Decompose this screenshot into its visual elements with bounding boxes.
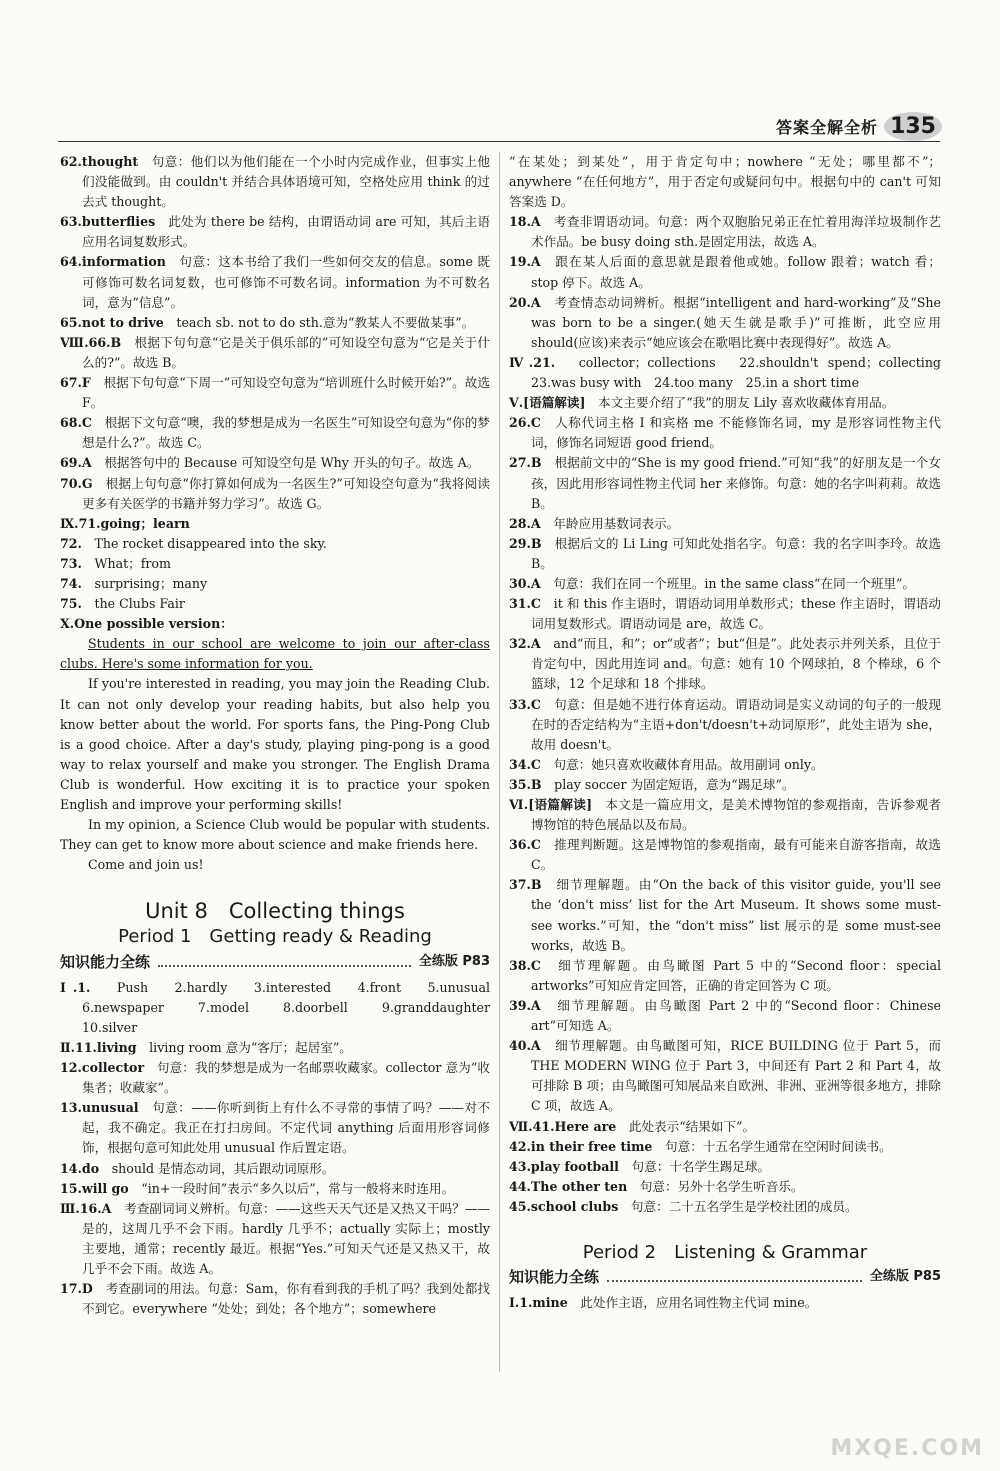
answer-item <box>60 594 490 614</box>
section-ref: 全练版 P85 <box>869 1269 941 1285</box>
answer-item <box>509 775 941 795</box>
answer-key: Ⅳ.21. <box>509 354 556 370</box>
answer-key: Ⅶ.41.Here are <box>509 1118 617 1134</box>
answer-text: 根据下文句意“噢，我的梦想是成为一名医生”可知设空句意为“你的梦想是什么?”。故选 C。 <box>82 415 490 451</box>
page-number: 135 <box>884 112 942 141</box>
answer-text: it 和 this 作主语时，谓语动词用单数形式；these 作主语时，谓语动词用复数形式。谓语动词是 are，故选 C。 <box>531 596 941 632</box>
answer-key: 40.A <box>509 1038 541 1054</box>
answer-item <box>509 695 941 755</box>
answer-key: 45.school clubs <box>509 1198 619 1214</box>
header-title: 答案全解全析 <box>776 118 879 137</box>
answer-item <box>60 1279 490 1319</box>
answer-text: 推理判断题。这是博物馆的参观指南，最有可能来自游客指南，故选 C。 <box>531 837 942 873</box>
answer-item <box>60 152 490 212</box>
section-bar <box>60 952 490 972</box>
answer-item <box>60 1179 490 1199</box>
answer-key: 38.C <box>509 957 541 973</box>
answer-text: 考查非谓语动词。句意：两个双胞胎兄弟正在忙着用海洋垃圾制作艺术作品。be busy doing sth.是固定用法，故选 A。 <box>531 214 942 250</box>
page-header <box>776 112 942 141</box>
answer-key: Ⅴ.[语篇解读] <box>509 395 586 411</box>
answer-text: 考查情态动词辨析。根据“intelligent and hard-working”及“She was born to be a singer.(她天生就是歌手)”可推断，此空应用 should(应该)来表示“她应该会在歌唱比赛中表现得好”。故选 A。 <box>531 294 941 350</box>
answer-item <box>60 474 490 514</box>
answer-text: 本文是一篇应用文，是美术博物馆的参观指南，告诉参观者博物馆的特色展品以及布局。 <box>531 797 941 833</box>
right-answer-list <box>509 152 954 1217</box>
answer-item <box>60 1159 490 1179</box>
watermark: MXQE.COM <box>830 1436 984 1461</box>
section-title: 知识能力全练 <box>509 1268 600 1287</box>
answer-text: The rocket disappeared into the sky. <box>94 535 327 551</box>
answer-text: 句意：十名学生踢足球。 <box>631 1158 771 1174</box>
answer-text: Push 2.hardly 3.interested 4.front 5.unusual 6.newspaper 7.model 8.doorbell 9.granddaughter 10.silver <box>82 979 503 1035</box>
answer-key: Ⅷ.66.B <box>60 334 122 350</box>
answer-key: 34.C <box>509 756 541 772</box>
answer-text: 根据下句句意“下周一”可知设空句意为“培训班什么时候开始?”。故选 F。 <box>82 375 490 411</box>
answer-item <box>60 1098 490 1158</box>
answer-item <box>60 333 490 373</box>
answer-item <box>60 453 490 473</box>
left-answer-list <box>60 152 490 634</box>
answer-key: 33.C <box>509 696 541 712</box>
answer-item <box>509 534 941 574</box>
answer-item <box>509 252 941 292</box>
answer-item <box>509 293 941 353</box>
answer-text: should 是情态动词，其后跟动词原形。 <box>111 1160 335 1176</box>
answer-key: 64.information <box>60 254 166 270</box>
answer-key: 15.will go <box>60 1180 129 1196</box>
answer-item <box>509 353 954 393</box>
answer-item <box>60 212 490 252</box>
answer-item <box>509 594 941 634</box>
answer-item <box>509 835 941 875</box>
answer-item <box>509 875 941 955</box>
answer-text: 年龄应用基数词表示。 <box>553 515 680 531</box>
essay-paragraph: Students in our school are welcome to join our after-class clubs. Here's some information for you. <box>60 636 490 672</box>
answer-text: 句意：——你听到街上有什么不寻常的事情了吗？——对不起，我不确定。我正在打扫房间。不定代词 anything 后面用形容词修饰，根据句意可知此处用 unusual 作后置定语。 <box>82 1100 491 1156</box>
answer-key: Ⅵ.[语篇解读] <box>509 797 593 812</box>
answer-key: 14.do <box>60 1160 100 1176</box>
answer-key: 39.A <box>509 997 541 1013</box>
answer-item <box>60 554 490 574</box>
answer-text: 句意：另外十名学生听音乐。 <box>639 1178 804 1194</box>
answer-key: 72. <box>60 535 82 551</box>
answer-item <box>60 252 490 312</box>
answer-key: 67.F <box>60 375 91 391</box>
answer-item <box>509 996 941 1036</box>
answer-text: 细节理解题。由“On the back of this visitor guide, you'll see the ‘don't miss’ list for the Art Museum. It shows some must-see works.”可知，the “don't miss” list 展示的是 some must-see works，故选 B。 <box>531 877 941 953</box>
answer-text: 根据答句中的 Because 可知设空句是 Why 开头的句子。故选 A。 <box>104 455 480 471</box>
answer-key: Ⅰ.1. <box>60 979 91 995</box>
essay <box>60 634 490 875</box>
answer-key: 13.unusual <box>60 1100 139 1116</box>
answer-text: living room 意为“客厅；起居室”。 <box>149 1039 352 1055</box>
answer-key: 30.A <box>509 575 541 591</box>
answer-key: 26.C <box>509 415 541 431</box>
answer-text: 此处为 there be 结构，由谓语动词 are 可知，其后主语应用名词复数形式。 <box>82 214 490 250</box>
answer-item <box>60 514 490 534</box>
answer-item <box>509 1157 941 1177</box>
answer-key: 62.thought <box>60 154 139 169</box>
answer-text: play soccer 为固定短语，意为“踢足球”。 <box>554 776 795 792</box>
answer-text: the Clubs Fair <box>94 596 185 612</box>
answer-text: 根据前文中的“She is my good friend.”可知“我”的好朋友是一个女孩，因此用形容词性物主代词 her 来修饰。句意：她的名字叫莉莉。故选 B。 <box>531 455 941 511</box>
answer-key: 44.The other ten <box>509 1178 628 1194</box>
answer-key: 74. <box>60 575 82 591</box>
answer-key: 31.C <box>509 596 541 612</box>
answer-item <box>60 413 490 453</box>
answer-text: surprising；many <box>94 575 208 591</box>
answer-item <box>509 1036 941 1116</box>
answer-item <box>509 1197 941 1217</box>
answer-key: 75. <box>60 596 82 612</box>
answer-item <box>60 574 490 594</box>
answer-item <box>60 1038 490 1058</box>
column-divider <box>499 152 500 1372</box>
period1-answer-list <box>60 978 503 1320</box>
answer-item <box>60 614 490 634</box>
answer-item <box>509 1293 941 1313</box>
answer-item <box>509 1137 941 1157</box>
answer-item <box>509 212 941 252</box>
answer-key: 42.in their free time <box>509 1138 653 1154</box>
answer-key: 20.A <box>509 294 541 310</box>
answer-key: 18.A <box>509 214 541 230</box>
answer-item <box>60 1058 490 1098</box>
answer-text: 考查副词的用法。句意：Sam，你有看到我的手机了吗？我到处都找不到它。everywhere “处处；到处；各个地方”；somewhere <box>82 1281 491 1317</box>
dotted-leader <box>607 1272 862 1282</box>
answer-text: 句意：这本书给了我们一些如何交友的信息。some 既可修饰可数名词复数，也可修饰不可数名词。information 为不可数名词，意为“信息”。 <box>82 254 491 310</box>
answer-key: 17.D <box>60 1281 93 1297</box>
right-column <box>509 152 954 1313</box>
answer-text: 细节理解题。由鸟瞰图 Part 2 中的“Second floor：Chinese art”可知选 A。 <box>531 997 941 1034</box>
answer-text: 考查副词词义辨析。句意：——这些天天气还是又热又干吗？——是的，这周几乎不会下雨。hardly 几乎不；actually 实际上；mostly 主要地，通常；recently 最近。根据“Yes.”可知天气还是又热又干，故几乎不会下雨。故选 A。 <box>82 1200 491 1276</box>
answer-item <box>509 1117 941 1137</box>
answer-item <box>60 534 490 554</box>
essay-paragraph: If you're interested in reading, you may join the Reading Club. It can not only develop your reading habits, but also help you know better about the world. For sports fans, the Ping-Pong Club is a good choice. After a day's study, playing ping-pong is a good way to relax yourself and make you stronger. The English Drama Club is wonderful. How exciting it is to practice your spoken English and improve your performing skills! <box>60 676 490 812</box>
answer-key: 37.B <box>509 877 542 893</box>
answer-text: “在某处；到某处”，用于肯定句中；nowhere “无处；哪里都不”；anywhere “在任何地方”，用于否定句或疑问句中。根据句中的 can't 可知答案选 D。 <box>509 154 941 210</box>
answer-key: Ⅸ.71.going；learn <box>60 515 190 531</box>
answer-text: 句意：他们以为他们能在一个小时内完成作业，但事实上他们没能做到。由 couldn't 并结合具体语境可知，空格处应用 think 的过去式 thought。 <box>82 154 491 210</box>
answer-item <box>509 795 941 835</box>
answer-item <box>509 393 941 413</box>
answer-text: 根据下句句意“它是关于俱乐部的”可知设空句意为“它是关于什么的?”。故选 B。 <box>82 334 490 370</box>
dotted-leader <box>158 957 411 967</box>
answer-item <box>509 152 941 212</box>
answer-item <box>509 956 941 996</box>
left-column <box>60 152 503 1319</box>
essay-paragraph: Come and join us! <box>88 857 204 873</box>
answer-key: 70.G <box>60 475 93 491</box>
answer-key: 29.B <box>509 535 542 551</box>
answer-key: 73. <box>60 555 82 571</box>
answer-text: 本文主要介绍了“我”的朋友 Lily 喜欢收藏体育用品。 <box>598 395 895 411</box>
answer-key: 36.C <box>509 837 541 853</box>
answer-item <box>509 514 941 534</box>
answer-text: and“而且，和”；or“或者”；but“但是”。此处表示并列关系，且位于肯定句中，因此用连词 and。句意：她有 10 个网球拍，8 个棒球，6 个篮球，12 个足球和 18 个排球。 <box>531 636 941 692</box>
answer-key: 35.B <box>509 776 542 792</box>
section-ref: 全练版 P83 <box>418 953 490 969</box>
answer-text: 句意：十五名学生通常在空闲时间读书。 <box>665 1138 892 1154</box>
answer-text: “in+一段时间”表示“多久以后”，常与一般将来时连用。 <box>141 1180 455 1196</box>
answer-text: 细节理解题。由鸟瞰图可知，RICE BUILDING 位于 Part 5，而 THE MODERN WING 位于 Part 3，中间还有 Part 2 和 Part 4，故可排除 B 项；由鸟瞰图可知展品来自欧洲、非洲、亚洲等很多地方，排除 C 项，故选 A。 <box>531 1038 941 1114</box>
answer-item <box>509 1177 941 1197</box>
answer-item <box>509 634 941 694</box>
answer-key: 69.A <box>60 455 92 471</box>
answer-key: 28.A <box>509 515 541 531</box>
answer-item <box>509 574 941 594</box>
answer-text: 跟在某人后面的意思就是跟着他或她。follow 跟着；watch 看；stop 停下。故选 A。 <box>531 254 941 290</box>
section-bar <box>509 1267 941 1287</box>
answer-text: 句意：她只喜欢收藏体育用品。故用副词 only。 <box>553 756 824 772</box>
answer-key: 63.butterflies <box>60 214 156 230</box>
answer-item <box>509 755 941 775</box>
answer-text: 根据上句句意“你打算如何成为一名医生?”可知设空句意为“我将阅读更多有关医学的书籍并努力学习”。故选 G。 <box>82 475 491 511</box>
answer-key: 65.not to drive <box>60 314 164 330</box>
answer-item <box>60 313 490 333</box>
answer-text: 此处表示“结果如下”。 <box>628 1118 756 1134</box>
answer-text: 句意：我们在同一个班里。in the same class“在同一个班里”。 <box>553 575 916 591</box>
answer-key: Ⅹ.One possible version： <box>60 616 227 632</box>
answer-key: 68.C <box>60 415 92 431</box>
answer-item <box>60 978 503 1038</box>
unit-title: Unit 8 Collecting things <box>145 899 405 924</box>
answer-key: 27.B <box>509 455 542 471</box>
period-title: Period 1 Getting ready & Reading <box>118 926 432 948</box>
answer-key: Ⅲ.16.A <box>60 1200 112 1216</box>
answer-text: collector；collections 22.shouldn't spend；collecting 23.was busy with 24.too many 25.in a short time <box>531 354 954 391</box>
section-title: 知识能力全练 <box>60 952 151 971</box>
answer-text: 此处作主语，应用名词性物主代词 mine。 <box>580 1295 818 1311</box>
essay-paragraph: In my opinion, a Science Club would be popular with students. They can get to know more about science and make friends here. <box>60 817 490 853</box>
answer-key: 32.A <box>509 636 541 652</box>
answer-text: What；from <box>94 555 171 571</box>
answer-text: 细节理解题。由鸟瞰图 Part 5 中的“Second floor：special artworks”可知应肯定回答，正确的肯定回答为 C 项。 <box>531 957 942 993</box>
answer-text: 句意：二十五名学生是学校社团的成员。 <box>630 1198 858 1214</box>
answer-key: 12.collector <box>60 1060 145 1076</box>
answer-item <box>60 373 490 413</box>
answer-text: teach sb. not to do sth.意为“教某人不要做某事”。 <box>176 314 475 330</box>
period-title: Period 2 Listening & Grammar <box>582 1241 868 1263</box>
answer-item <box>509 453 941 513</box>
answer-text: 人称代词主格 I 和宾格 me 不能修饰名词，my 是形容词性物主代词，修饰名词短语 good friend。 <box>531 415 941 451</box>
answer-text: 句意：我的梦想是成为一名邮票收藏家。collector 意为“收集者；收藏家”。 <box>82 1060 490 1096</box>
answer-key: Ⅰ.1.mine <box>509 1295 568 1311</box>
answer-text: 根据后文的 Li Ling 可知此处指名字。句意：我的名字叫李玲。故选 B。 <box>531 535 942 571</box>
header-rule <box>58 141 940 142</box>
answer-item <box>509 413 941 453</box>
answer-key: 19.A <box>509 254 541 270</box>
answer-item <box>60 1199 490 1279</box>
answer-key: 43.play football <box>509 1158 619 1174</box>
answer-key: Ⅱ.11.living <box>60 1039 137 1055</box>
answer-text: 句意：但是她不进行体育运动。谓语动词是实义动词的句子的一般现在时的否定结构为“主语+don't/doesn't+动词原形”，此处主语为 she，故用 doesn't。 <box>531 696 942 752</box>
